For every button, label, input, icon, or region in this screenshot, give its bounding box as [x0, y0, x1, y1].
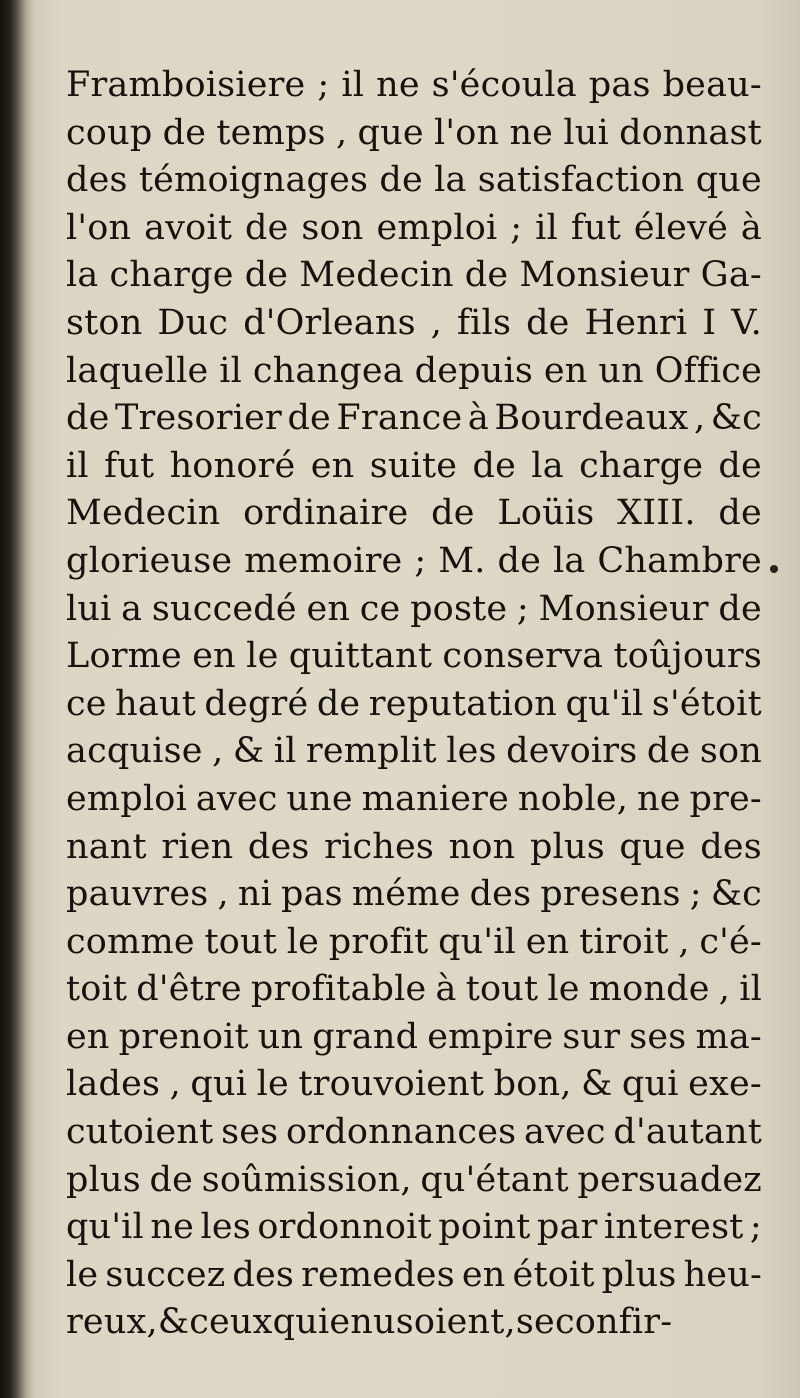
text-line [66, 157, 762, 205]
word: cutoient [66, 1112, 214, 1153]
text-line [66, 966, 762, 1014]
word: Bourdeaux [494, 398, 689, 439]
word: emploi [66, 778, 187, 819]
word: fut [570, 207, 621, 248]
word: rien [161, 826, 234, 867]
word: ceux [189, 1302, 273, 1343]
word: Medecin [299, 255, 454, 296]
word: usoient, [373, 1302, 516, 1343]
word: , [693, 398, 706, 439]
word: son [699, 731, 762, 772]
word: la [552, 540, 586, 581]
word: de [497, 540, 542, 581]
word: étoit [512, 1254, 595, 1295]
word: charge [109, 255, 234, 296]
word: , [169, 1064, 181, 1105]
word: il [219, 350, 243, 391]
word: lui [563, 112, 609, 153]
word: de [316, 683, 361, 724]
word: conserva [442, 636, 604, 677]
word: le [547, 969, 580, 1010]
text-line [66, 443, 762, 491]
text-line [66, 1204, 762, 1252]
word: la [531, 445, 564, 486]
word: degré [204, 683, 309, 724]
word: fut [104, 445, 155, 486]
word: M. [438, 540, 486, 581]
word: toûjours [613, 636, 762, 677]
word: lades [66, 1064, 161, 1105]
word: en [461, 1254, 506, 1295]
word: le [256, 1064, 289, 1105]
word: de [464, 255, 509, 296]
word: par [536, 1207, 598, 1248]
word: qui [272, 1302, 330, 1343]
word: non [448, 826, 516, 867]
text-line [66, 538, 762, 586]
word: témoignages [138, 160, 369, 201]
word: c'é- [699, 921, 762, 962]
page-gutter-shadow [0, 0, 34, 1398]
word: devoirs [506, 731, 638, 772]
word: , [212, 731, 224, 772]
word: de [646, 731, 691, 772]
word: plus [66, 1159, 141, 1200]
word: des [232, 1254, 295, 1295]
word: le [66, 1254, 99, 1295]
word: que [619, 826, 686, 867]
word: en [310, 445, 355, 486]
word: ordonnances [286, 1112, 517, 1153]
word: plus [601, 1254, 677, 1295]
word: en [543, 350, 588, 391]
word: profitable [250, 969, 427, 1010]
word: exe- [688, 1064, 762, 1105]
word: quittant [288, 636, 433, 677]
word: que [695, 160, 762, 201]
word: satisfaction [477, 160, 685, 201]
word: de [718, 588, 762, 629]
word: Monsieur [538, 588, 709, 629]
text-line [66, 1252, 762, 1300]
word: confir- [554, 1302, 673, 1343]
word: un [598, 350, 644, 391]
word: ordonnoit [257, 1207, 432, 1248]
word: trouvoient [298, 1064, 485, 1105]
word: XIII. [617, 493, 696, 534]
word: se [515, 1302, 555, 1343]
text-line [66, 300, 762, 348]
word: tiroit [579, 921, 669, 962]
word: acquise [66, 731, 203, 772]
word: , [146, 1302, 158, 1343]
text-line [66, 1157, 762, 1205]
word: a [121, 588, 143, 629]
word: Lorme [66, 636, 182, 677]
word: monde [588, 969, 710, 1010]
word: de [718, 445, 762, 486]
word: interest [603, 1207, 744, 1248]
word: ; [749, 1207, 762, 1248]
ink-speck [770, 565, 778, 573]
word: I [702, 302, 717, 343]
text-line [66, 633, 762, 681]
word: depuis [414, 350, 534, 391]
word: de [244, 207, 289, 248]
word: maniere [361, 778, 510, 819]
word: ses [221, 1112, 279, 1153]
word: prenoit [118, 1016, 249, 1057]
word: riches [324, 826, 435, 867]
word: remedes [301, 1254, 455, 1295]
word: s'écoula [431, 65, 577, 105]
word: en [66, 1016, 110, 1057]
word: il [66, 445, 89, 486]
text-line [66, 681, 762, 729]
word: plus [529, 826, 605, 867]
word: qui [190, 1064, 248, 1105]
page-text-block [66, 62, 762, 1347]
word: de [431, 493, 475, 534]
word: noble, [517, 778, 629, 819]
word: qu'il [66, 1207, 144, 1248]
word: de [379, 160, 423, 201]
word: des [469, 874, 532, 915]
word: de [244, 255, 289, 296]
text-line [66, 1299, 762, 1347]
text-line [66, 205, 762, 253]
text-line [66, 490, 762, 538]
word: de [66, 398, 110, 439]
word: succez [105, 1254, 226, 1295]
word: pre- [689, 778, 762, 819]
word: d'être [136, 969, 242, 1010]
word: méme [351, 874, 461, 915]
word: qu'étant [420, 1159, 569, 1200]
word: , [718, 969, 731, 1010]
text-line [66, 824, 762, 872]
word: & [157, 1302, 190, 1343]
word: les [446, 731, 497, 772]
word: ce [66, 683, 107, 724]
word: à [467, 398, 489, 439]
word: France [336, 398, 463, 439]
word: en [525, 921, 570, 962]
word: s'étoit [651, 683, 762, 724]
text-line [66, 728, 762, 776]
word: des [247, 826, 310, 867]
word: ne [636, 778, 681, 819]
word: , [335, 112, 348, 153]
word: glorieuse [66, 540, 233, 581]
word: avec [523, 1112, 606, 1153]
word: ; [414, 540, 427, 581]
word: remplit [305, 731, 437, 772]
word: ma- [695, 1016, 762, 1057]
word: le [286, 921, 320, 962]
word: qu'il [438, 921, 517, 962]
word: Medecin [66, 493, 221, 534]
word: heu- [683, 1254, 762, 1295]
word: & [232, 731, 265, 772]
word: ne [376, 65, 420, 105]
word: Loüis [497, 493, 595, 534]
word: ni [237, 874, 272, 915]
word: , [430, 302, 443, 343]
word: &c [710, 874, 762, 915]
word: ce [359, 588, 401, 629]
word: ; [689, 874, 702, 915]
word: memoire [244, 540, 403, 581]
word: poste [410, 588, 508, 629]
word: l'on [433, 112, 500, 153]
word: la [434, 160, 467, 201]
word: pas [281, 874, 343, 915]
word: avec [195, 778, 278, 819]
word: ses [629, 1016, 687, 1057]
word: emploi [376, 207, 498, 248]
word: lui [66, 588, 112, 629]
word: la [66, 255, 99, 296]
word: pas [588, 65, 651, 105]
word: laquelle [66, 350, 209, 391]
word: comme [66, 921, 195, 962]
word: honoré [169, 445, 296, 486]
text-line [66, 1061, 762, 1109]
text-line [66, 776, 762, 824]
word: Ga- [700, 255, 762, 296]
word: d'Orleans [243, 302, 416, 343]
word: en [192, 636, 236, 677]
word: point [438, 1207, 531, 1248]
text-line [66, 62, 762, 110]
word: fils [457, 302, 512, 343]
word: donnast [619, 112, 762, 153]
word: un [257, 1016, 304, 1057]
text-line [66, 586, 762, 634]
word: de [287, 398, 331, 439]
word: grand [312, 1016, 419, 1057]
word: les [200, 1207, 251, 1248]
text-line [66, 110, 762, 158]
text-line [66, 348, 762, 396]
word: haut [115, 683, 196, 724]
word: ; [510, 207, 523, 248]
word: empire [427, 1016, 554, 1057]
word: il [739, 969, 762, 1010]
text-line [66, 919, 762, 967]
word: , [678, 921, 690, 962]
word: temps [216, 112, 326, 153]
word: nant [66, 826, 147, 867]
word: Office [654, 350, 762, 391]
word: à [435, 969, 457, 1010]
word: en [306, 588, 351, 629]
word: il [341, 65, 365, 105]
word: bon, [493, 1064, 572, 1105]
text-line [66, 1014, 762, 1062]
word: de [526, 302, 570, 343]
word: tout [465, 969, 539, 1010]
word: reux [66, 1302, 147, 1343]
word: en [329, 1302, 374, 1343]
word: &c [710, 398, 762, 439]
word: d'autant [613, 1112, 762, 1153]
text-line [66, 1109, 762, 1157]
word: de [718, 493, 762, 534]
word: Monsieur [519, 255, 690, 296]
word: Duc [157, 302, 229, 343]
word: qu'il [565, 683, 644, 724]
word: profit [328, 921, 429, 962]
word: Tresorier [114, 398, 282, 439]
word: de [472, 445, 516, 486]
word: reputation [368, 683, 557, 724]
word: Framboisiere [66, 65, 306, 105]
word: tout [204, 921, 278, 962]
word: qui [621, 1064, 679, 1105]
text-line [66, 395, 762, 443]
word: & [581, 1064, 613, 1105]
word: Chambre [597, 540, 762, 581]
word: changea [252, 350, 404, 391]
word: de [149, 1159, 194, 1200]
word: il [535, 207, 558, 248]
word: succedé [151, 588, 297, 629]
word: beau- [662, 65, 762, 105]
word: suite [369, 445, 458, 486]
word: , [217, 874, 229, 915]
word: élevé [633, 207, 728, 248]
word: soûmission, [201, 1159, 412, 1200]
word: persuadez [577, 1159, 762, 1200]
word: son [301, 207, 364, 248]
word: à [740, 207, 762, 248]
word: des [700, 826, 762, 867]
word: pauvres [66, 874, 209, 915]
text-line [66, 871, 762, 919]
word: sur [562, 1016, 621, 1057]
word: Henri [584, 302, 688, 343]
word: presens [540, 874, 681, 915]
word: l'on [66, 207, 132, 248]
text-line [66, 252, 762, 300]
word: ; [516, 588, 529, 629]
word: des [66, 160, 128, 201]
word: charge [579, 445, 704, 486]
word: toit [66, 969, 128, 1010]
word: ; [317, 65, 330, 105]
word: avoit [144, 207, 233, 248]
word: que [357, 112, 424, 153]
word: V. [731, 302, 762, 343]
word: il [273, 731, 297, 772]
word: ordinaire [243, 493, 409, 534]
word: le [246, 636, 279, 677]
word: une [286, 778, 353, 819]
word: ne [509, 112, 554, 153]
word: ne [150, 1207, 195, 1248]
word: coup [66, 112, 153, 153]
word: de [162, 112, 207, 153]
word: ston [66, 302, 143, 343]
